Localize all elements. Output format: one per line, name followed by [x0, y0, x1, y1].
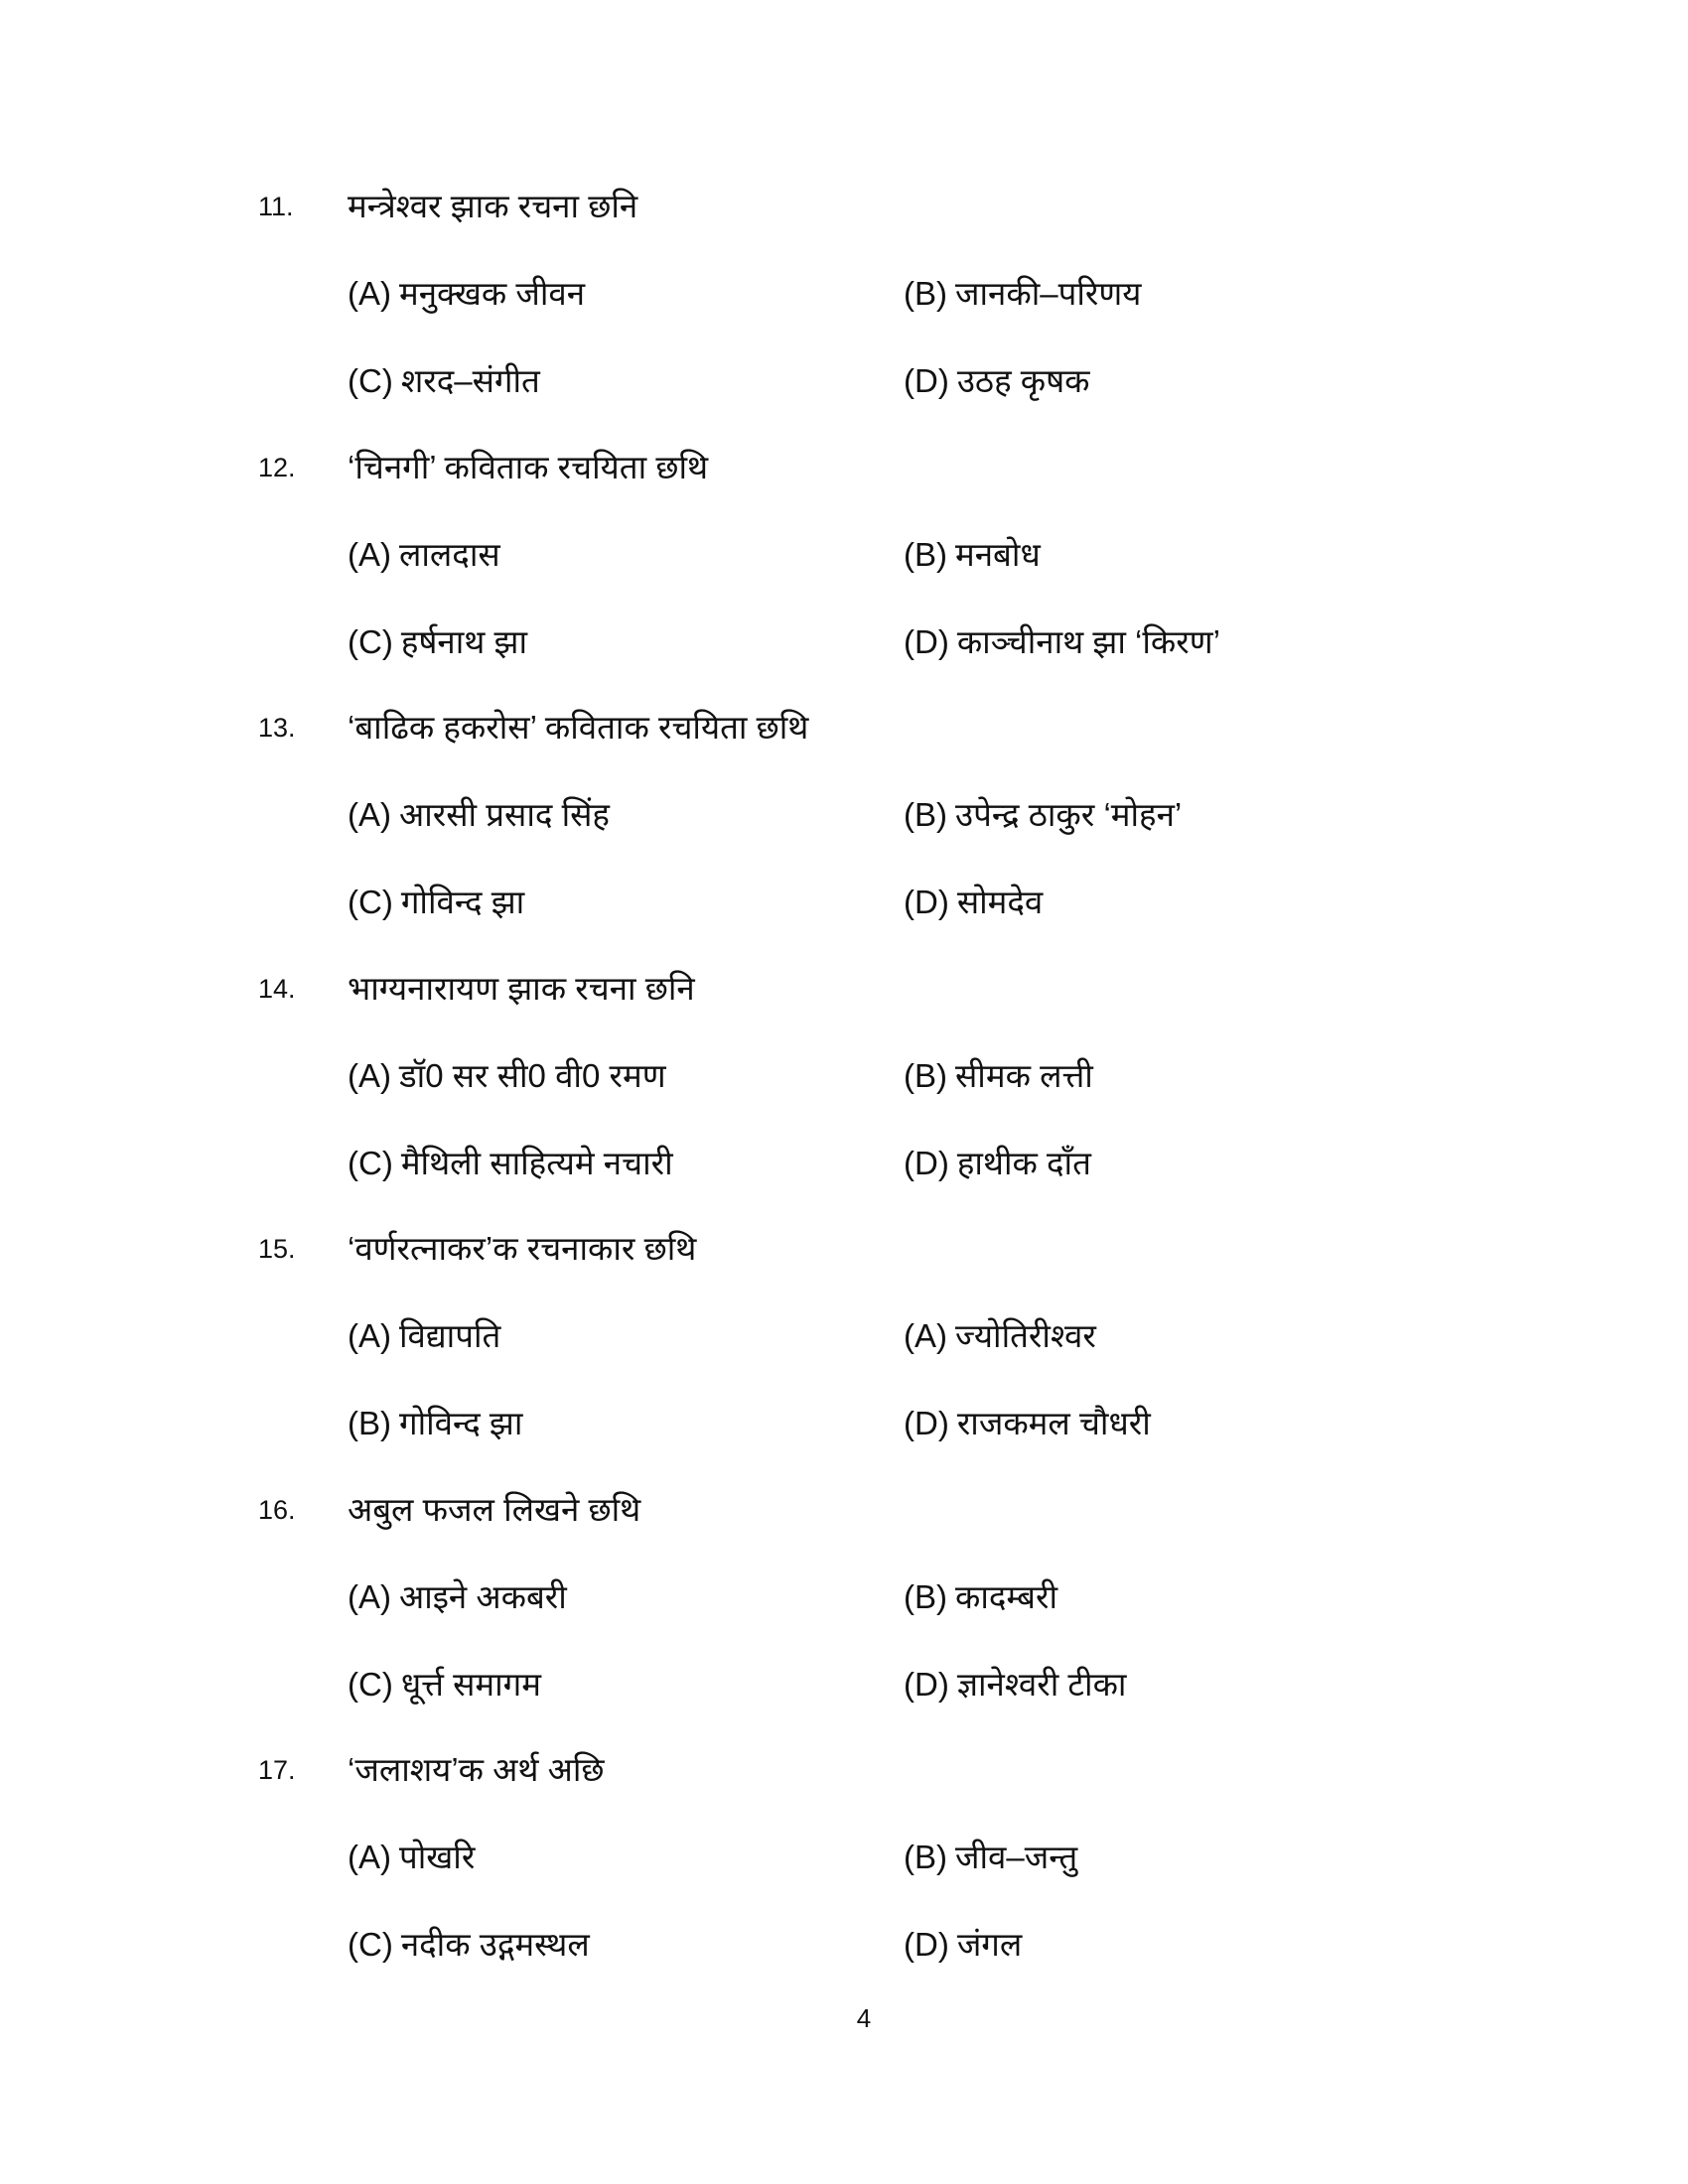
- question-number: 13.: [258, 713, 296, 743]
- option-text: मनबोध: [955, 535, 1041, 573]
- question-number: 14.: [258, 973, 296, 1004]
- option-label: (B): [904, 1839, 947, 1875]
- option-label: (A): [348, 1056, 391, 1094]
- option-label: (B): [904, 796, 947, 833]
- option-text: गोविन्द झा: [399, 1405, 523, 1441]
- option[interactable]: [348, 1835, 475, 1880]
- option[interactable]: [348, 1053, 666, 1099]
- question-stem: ‘बाढिक हकरोस’ कविताक रचयिता छथि: [348, 709, 809, 746]
- option-text: सीमक लत्ती: [955, 1056, 1093, 1094]
- option-label: (D): [904, 1926, 949, 1963]
- option-text: उठह कृषक: [956, 362, 1090, 399]
- option[interactable]: [348, 792, 610, 838]
- option[interactable]: [904, 619, 1220, 665]
- option[interactable]: [348, 358, 540, 404]
- page-number: 4: [856, 2003, 872, 2033]
- option[interactable]: [348, 1574, 567, 1620]
- option[interactable]: [904, 1141, 1091, 1186]
- option-label: (D): [904, 884, 949, 920]
- option-label: (A): [348, 535, 391, 573]
- option[interactable]: [904, 792, 1182, 838]
- question-number: 11.: [258, 192, 294, 221]
- option-label: (B): [904, 275, 947, 312]
- question-number: 16.: [258, 1494, 296, 1525]
- option-text: जंगल: [956, 1926, 1023, 1963]
- option-text: काञ्चीनाथ झा ‘किरण’: [956, 622, 1220, 660]
- option-label: (B): [904, 1577, 947, 1615]
- question-13: [0, 705, 1688, 973]
- question-number: 17.: [258, 1755, 296, 1785]
- option-label: (B): [904, 535, 947, 573]
- option-label: (A): [348, 796, 391, 833]
- question-number: 12.: [258, 452, 296, 482]
- question-14: [0, 966, 1688, 1234]
- question-stem: ‘चिनगी’ कविताक रचयिता छथि: [348, 448, 709, 485]
- question-15: [0, 1226, 1688, 1494]
- option-text: मनुक्खक जीवन: [399, 275, 586, 312]
- option[interactable]: [348, 1141, 673, 1186]
- option-label: (C): [348, 1926, 393, 1963]
- option[interactable]: [348, 619, 527, 665]
- option[interactable]: [904, 1835, 1077, 1880]
- option[interactable]: [904, 1053, 1093, 1099]
- question-stem: मन्त्रेश्वर झाक रचना छनि: [348, 188, 638, 224]
- option-text: डॉ0 सर सी0 वी0 रमण: [399, 1056, 666, 1094]
- option-label: (C): [348, 622, 393, 660]
- option-label: (C): [348, 884, 393, 920]
- option-label: (D): [904, 1665, 949, 1703]
- option[interactable]: [904, 1662, 1126, 1707]
- option[interactable]: [348, 1922, 590, 1968]
- question-16: [0, 1487, 1688, 1755]
- option-label: (D): [904, 1405, 949, 1441]
- option[interactable]: [904, 1922, 1022, 1968]
- option-text: सोमदेव: [956, 884, 1044, 920]
- option-text: आरसी प्रसाद सिंह: [399, 796, 610, 833]
- option[interactable]: [904, 358, 1090, 404]
- option-text: पोखरि: [399, 1839, 476, 1875]
- option-label: (B): [348, 1405, 391, 1441]
- option-text: ज्ञानेश्वरी टीका: [956, 1665, 1127, 1703]
- option-text: विद्यापति: [399, 1317, 501, 1354]
- option[interactable]: [904, 880, 1043, 925]
- question-stem: भाग्यनारायण झाक रचना छनि: [348, 969, 695, 1007]
- option-label: (C): [348, 1144, 393, 1181]
- option[interactable]: [904, 1401, 1151, 1446]
- option-text: जीव–जन्तु: [955, 1839, 1078, 1875]
- option-text: नदीक उद्गमस्थल: [400, 1926, 590, 1963]
- option-text: उपेन्द्र ठाकुर ‘मोहन’: [955, 796, 1183, 833]
- option[interactable]: [904, 1313, 1096, 1359]
- option[interactable]: [348, 1401, 522, 1446]
- option[interactable]: [348, 271, 585, 317]
- option-text: जानकी–परिणय: [955, 275, 1142, 312]
- option-label: (B): [904, 1056, 947, 1094]
- option-label: (A): [348, 1577, 391, 1615]
- option-label: (C): [348, 1665, 393, 1703]
- option[interactable]: [348, 1313, 500, 1359]
- option-text: हाथीक दाँत: [956, 1144, 1091, 1181]
- question-number: 15.: [258, 1234, 296, 1264]
- option-label: (D): [904, 362, 949, 399]
- option[interactable]: [904, 1574, 1057, 1620]
- option-label: (A): [904, 1317, 947, 1354]
- option-label: (C): [348, 362, 393, 399]
- question-stem: ‘वर्णरत्नाकर’क रचनाकार छथि: [348, 1230, 697, 1267]
- option-text: मैथिली साहित्यमे नचारी: [400, 1144, 673, 1181]
- option-label: (D): [904, 1144, 949, 1181]
- question-17: [0, 1747, 1688, 2015]
- option[interactable]: [348, 1662, 541, 1707]
- option-text: कादम्बरी: [955, 1577, 1058, 1615]
- option-label: (A): [348, 1317, 391, 1354]
- option-text: ज्योतिरीश्वर: [955, 1317, 1096, 1354]
- option-text: शरद–संगीत: [400, 362, 540, 399]
- option[interactable]: [904, 532, 1041, 578]
- option[interactable]: [348, 532, 500, 578]
- option-label: (A): [348, 275, 391, 312]
- option-text: हर्षनाथ झा: [400, 622, 528, 660]
- question-stem: ‘जलाशय’क अर्थ अछि: [348, 1751, 605, 1788]
- option-text: गोविन्द झा: [400, 884, 525, 920]
- option-label: (A): [348, 1839, 391, 1875]
- option-label: (D): [904, 622, 949, 660]
- option-text: आइने अकबरी: [399, 1577, 567, 1615]
- option-text: धूर्त्त समागम: [400, 1665, 541, 1703]
- option[interactable]: [904, 271, 1141, 317]
- question-stem: अबुल फजल लिखने छथि: [348, 1490, 641, 1528]
- option[interactable]: [348, 880, 524, 925]
- option-text: राजकमल चौधरी: [956, 1405, 1151, 1441]
- question-12: [0, 445, 1688, 713]
- question-11: [0, 184, 1688, 452]
- option-text: लालदास: [399, 535, 500, 573]
